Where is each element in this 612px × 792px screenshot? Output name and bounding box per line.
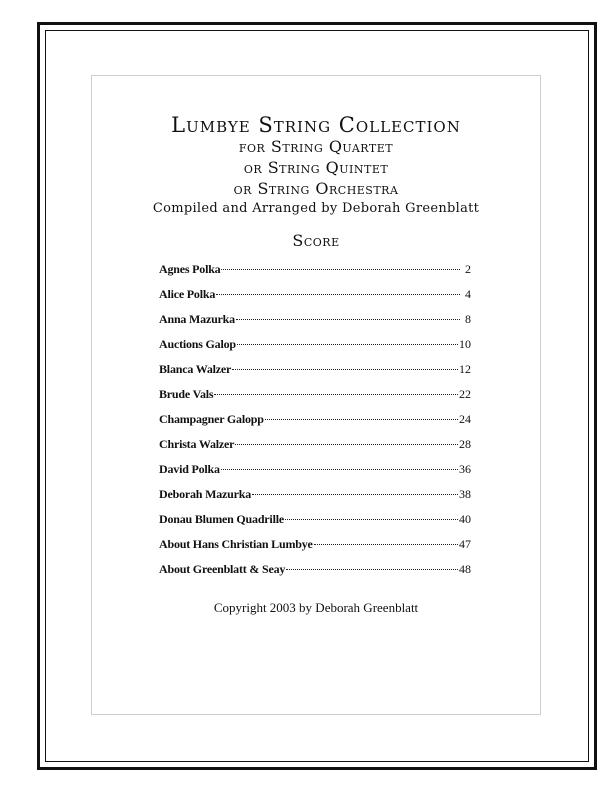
toc-entry[interactable] xyxy=(159,562,471,587)
toc-leader-dots xyxy=(237,344,458,345)
toc-leader-dots xyxy=(214,394,458,395)
toc-entry[interactable] xyxy=(159,387,471,412)
toc-entry-title: About Hans Christian Lumbye xyxy=(159,537,313,551)
toc-entry-title: Agnes Polka xyxy=(159,262,221,276)
subtitle-quintet: or String Quintet xyxy=(243,158,389,177)
toc-leader-dots xyxy=(221,269,460,270)
toc-entry-title: Auctions Galop xyxy=(159,337,236,351)
title-block xyxy=(92,114,540,219)
toc-entry-title: Brude Vals xyxy=(159,387,214,401)
toc-entry-title: Champagner Galopp xyxy=(159,412,264,426)
toc-entry-title: Donau Blumen Quadrille xyxy=(159,512,284,526)
toc-entry-page: 40 xyxy=(459,512,471,526)
toc-entry-page: 10 xyxy=(459,337,471,351)
toc-entry[interactable] xyxy=(159,537,471,562)
toc-entry-page: 48 xyxy=(459,562,471,576)
toc-entry-page: 12 xyxy=(459,362,471,376)
toc-leader-dots xyxy=(236,319,460,320)
toc-leader-dots xyxy=(216,294,460,295)
toc-entry[interactable] xyxy=(159,462,471,487)
toc-entry[interactable] xyxy=(159,287,471,312)
toc-entry-title: Alice Polka xyxy=(159,287,216,301)
copyright-notice: Copyright 2003 by Deborah Greenblatt xyxy=(213,600,419,615)
toc-entry-page: 38 xyxy=(459,487,471,501)
subtitle-quartet: for String Quartet xyxy=(238,137,394,156)
toc-entry-page: 28 xyxy=(459,437,471,451)
score-label: Score xyxy=(292,231,340,250)
toc-entry-page: 2 xyxy=(465,262,471,276)
subtitle-orchestra: or String Orchestra xyxy=(233,179,399,198)
toc-entry[interactable] xyxy=(159,262,471,287)
toc-leader-dots xyxy=(221,469,458,470)
toc-entry-title: Deborah Mazurka xyxy=(159,487,251,501)
toc-leader-dots xyxy=(286,569,458,570)
toc-entry[interactable] xyxy=(159,337,471,362)
toc-entry[interactable] xyxy=(159,412,471,437)
toc-entry-title: Christa Walzer xyxy=(159,437,235,451)
toc-entry-page: 24 xyxy=(459,412,471,426)
toc-entry-title: David Polka xyxy=(159,462,220,476)
toc-leader-dots xyxy=(252,494,458,495)
table-of-contents xyxy=(159,262,471,587)
toc-entry[interactable] xyxy=(159,362,471,387)
toc-entry-title: Anna Mazurka xyxy=(159,312,235,326)
collection-title: Lumbye String Collection xyxy=(171,113,461,137)
toc-entry-page: 47 xyxy=(459,537,471,551)
toc-leader-dots xyxy=(285,519,458,520)
toc-entry-page: 8 xyxy=(465,312,471,326)
toc-entry-page: 4 xyxy=(465,287,471,301)
toc-leader-dots xyxy=(314,544,458,545)
toc-entry[interactable] xyxy=(159,512,471,537)
compiled-by: Compiled and Arranged by Deborah Greenblatt xyxy=(152,201,480,216)
toc-leader-dots xyxy=(235,444,458,445)
toc-entry-title: Blanca Walzer xyxy=(159,362,232,376)
toc-entry[interactable] xyxy=(159,437,471,462)
toc-leader-dots xyxy=(265,419,458,420)
toc-entry-page: 22 xyxy=(459,387,471,401)
toc-leader-dots xyxy=(232,369,458,370)
toc-entry-page: 36 xyxy=(459,462,471,476)
toc-entry[interactable] xyxy=(159,312,471,337)
document-page xyxy=(91,75,541,715)
toc-entry[interactable] xyxy=(159,487,471,512)
toc-entry-title: About Greenblatt & Seay xyxy=(159,562,286,576)
